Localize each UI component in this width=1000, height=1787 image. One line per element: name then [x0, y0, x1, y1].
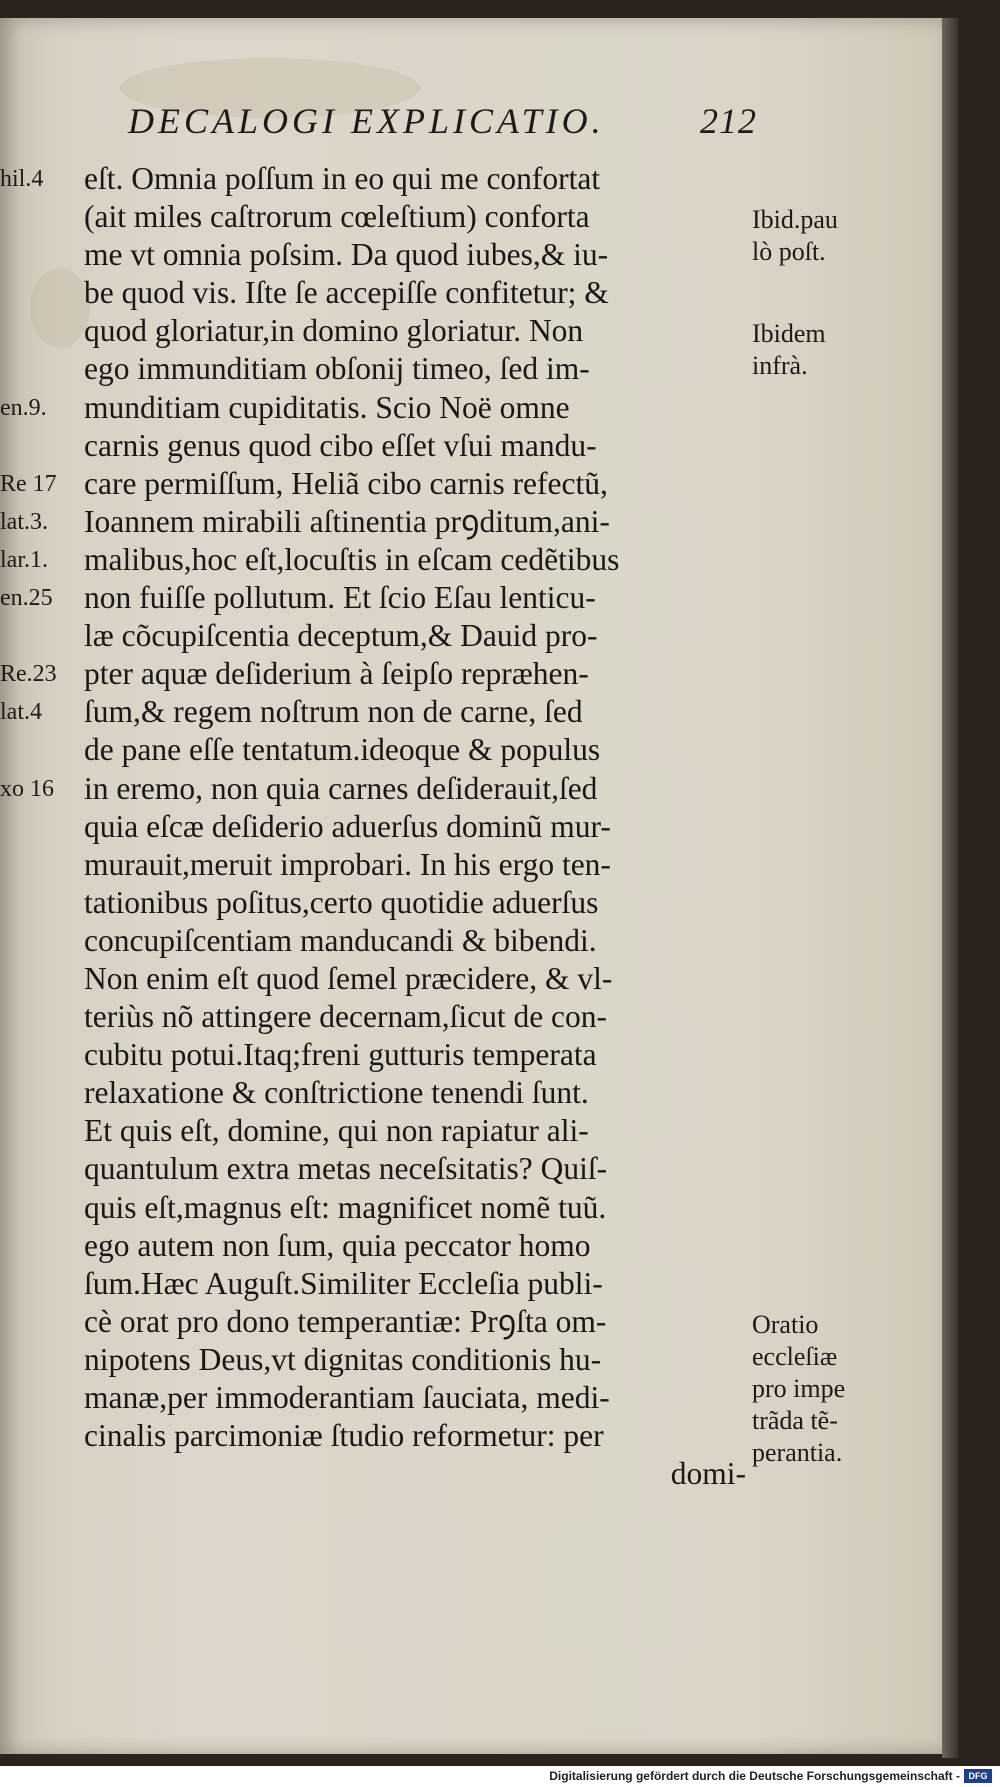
text-line: eſt. Omnia poſſum in eo qui me confortat — [84, 161, 601, 196]
text-line: me vt omnia poſsim. Da quod iubes,& iu- — [84, 237, 609, 273]
margin-note-line: pro impe — [752, 1374, 846, 1403]
paper-stain — [30, 268, 90, 348]
text-line: Ioannem mirabili aſtinentia prꝯditum,ani- — [84, 503, 610, 539]
text-line: non fuiſſe pollutum. Et ſcio Eſau lenticu- — [84, 580, 596, 616]
margin-note-line: lò poſt. — [752, 237, 826, 267]
margin-note-line: trãda tẽ- — [752, 1406, 838, 1435]
text-line: domi- — [670, 1456, 746, 1492]
text-line: cinalis parcimoniæ ſtudio reformetur: per — [84, 1418, 604, 1454]
margin-note-line: eccleſiæ — [752, 1342, 838, 1371]
left-margin-note: lat.4 — [0, 699, 42, 726]
margin-note-line: perantia. — [752, 1438, 843, 1467]
left-margin-note: lar.1. — [0, 547, 48, 573]
margin-note-line: Oratio — [752, 1310, 819, 1339]
text-line: be quod vis. Iſte ſe accepiſſe confitetur; & — [84, 275, 609, 311]
left-margin-note: en.25 — [0, 585, 53, 612]
text-line: læ cõcupiſcentia deceptum,& Dauid pro- — [84, 618, 598, 654]
text-line: cè orat pro dono temperantiæ: Prꝯſta om- — [84, 1303, 607, 1339]
text-line: ſum.Hæc Auguſt.Similiter Eccleſia publi- — [84, 1265, 603, 1301]
text-line: carnis genus quod cibo eſſet vſui mandu- — [84, 427, 597, 463]
text-line: quia eſcæ deſiderio aduerſus dominũ mur- — [84, 808, 611, 844]
text-line: teriùs nõ attingere decernam,ſicut de con- — [84, 999, 608, 1035]
left-margin-note: Re.23 — [0, 661, 57, 688]
text-line: nipotens Deus,vt dignitas conditionis hu- — [84, 1341, 602, 1377]
margin-note-line: infrà. — [752, 351, 808, 381]
page-number: 212 — [700, 101, 757, 141]
main-text — [84, 160, 746, 1493]
text-line: quis eſt,magnus eſt: magnificet nomẽ tuũ. — [84, 1189, 607, 1225]
text-line: care permiſſum, Heliã cibo carnis refectũ, — [84, 465, 608, 501]
text-line: tationibus poſitus,certo quotidie aduerſus — [84, 884, 599, 920]
left-margin-note: hil.4 — [0, 166, 44, 192]
text-line: murauit,meruit improbari. In his ergo ten- — [84, 846, 611, 882]
dfg-logo: DFG — [964, 1769, 992, 1783]
text-line: manæ,per immoderantiam ſauciata, medi- — [84, 1380, 610, 1415]
text-line: de pane eſſe tentatum.ideoque & populus — [84, 732, 601, 768]
right-margin-note — [752, 204, 892, 268]
running-header — [128, 100, 757, 142]
text-line: concupiſcentiam manducandi & bibendi. — [84, 922, 597, 958]
margin-note-line: Ibidem — [752, 319, 826, 349]
text-line: Non enim eſt quod ſemel præcidere, & vl- — [84, 960, 613, 996]
margin-note-line: Ibid.pau — [752, 205, 838, 235]
text-line: cubitu potui.Itaq;freni gutturis temperata — [84, 1037, 597, 1073]
text-line: munditiam cupiditatis. Scio Noë omne — [84, 389, 570, 425]
text-line: in eremo, non quia carnes deſiderauit,ſed — [84, 770, 598, 806]
left-margin-note: en.9. — [0, 394, 47, 421]
left-margin-note: xo 16 — [0, 775, 54, 802]
header-title: DECALOGI EXPLICATIO. — [128, 101, 605, 141]
text-line: quod gloriatur,in domino gloriatur. Non — [84, 313, 584, 349]
text-line: ego immunditiam obſonij timeo, ſed im- — [84, 351, 590, 387]
page-edge — [942, 18, 958, 1758]
text-line: relaxatione & conſtrictione tenendi ſunt. — [84, 1075, 589, 1111]
right-margin-note — [752, 318, 892, 382]
left-margin-note: Re 17 — [0, 470, 57, 497]
text-line: (ait miles caſtrorum cœleſtium) conforta — [84, 199, 590, 235]
text-line: ego autem non ſum, quia peccator homo — [84, 1227, 591, 1263]
right-margin-note — [752, 1309, 892, 1469]
text-line: ſum,& regem noſtrum non de carne, ſed — [84, 694, 583, 730]
text-line: Et quis eſt, domine, qui non rapiatur ali- — [84, 1113, 589, 1149]
digitization-footer — [0, 1766, 1000, 1787]
footer-credit: Digitalisierung gefördert durch die Deutsche Forschungsgemeinschaft - — [549, 1769, 960, 1783]
text-line: quantulum extra metas neceſsitatis? Quiſ- — [84, 1151, 608, 1187]
text-line: malibus,hoc eſt,locuſtis in eſcam cedẽtibus — [84, 541, 620, 577]
text-line: pter aquæ deſiderium à ſeipſo repræhen- — [84, 656, 589, 692]
left-margin-note: lat.3. — [0, 508, 48, 535]
